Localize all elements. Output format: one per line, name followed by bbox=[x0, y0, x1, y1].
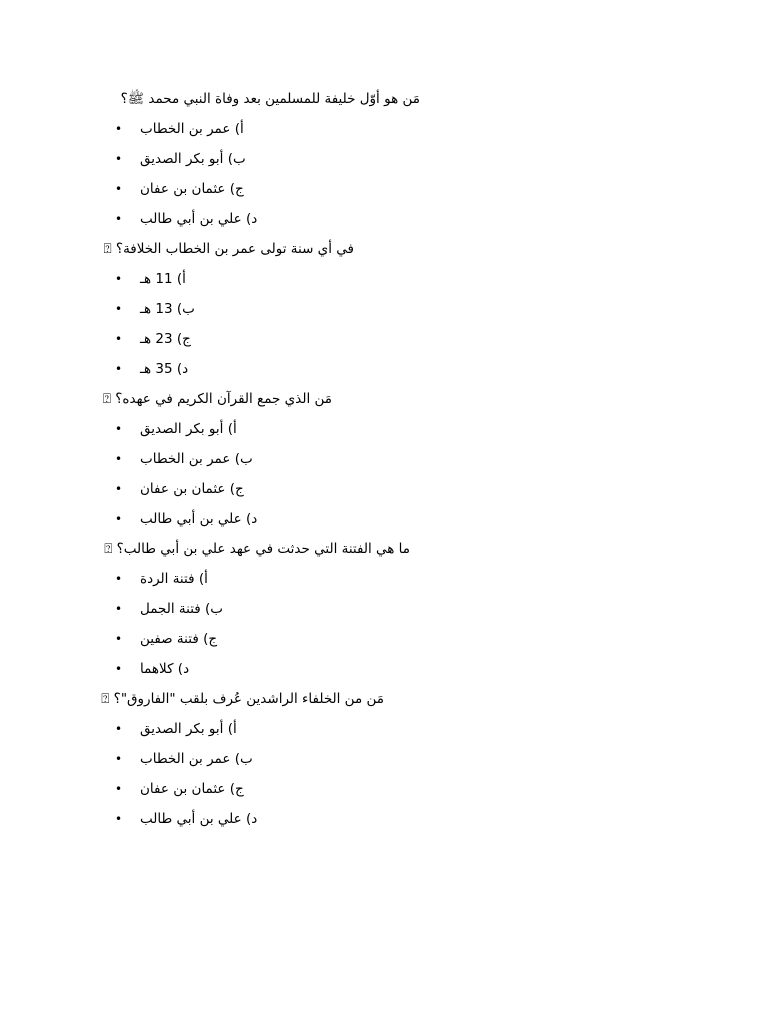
list-item bbox=[92, 204, 672, 234]
option-text: ج) عثمان بن عفان bbox=[140, 781, 244, 797]
bullet: • bbox=[115, 482, 123, 496]
question-5-options bbox=[92, 714, 672, 834]
list-item bbox=[92, 294, 672, 324]
bullet: • bbox=[115, 422, 123, 436]
bullet: • bbox=[115, 272, 123, 286]
question-5-text: مَن من الخلفاء الراشدين عُرف بلقب "الفاروق"؟ ⍰ bbox=[101, 691, 384, 707]
question-block-4 bbox=[92, 534, 672, 684]
bullet: • bbox=[115, 122, 123, 136]
bullet: • bbox=[115, 332, 123, 346]
list-item bbox=[92, 474, 672, 504]
bullet: • bbox=[115, 572, 123, 586]
question-block-3 bbox=[92, 384, 672, 534]
option-text: ج) عثمان بن عفان bbox=[140, 481, 244, 497]
option-text: د) علي بن أبي طالب bbox=[140, 211, 258, 227]
bullet: • bbox=[115, 782, 123, 796]
bullet: • bbox=[115, 812, 123, 826]
question-1 bbox=[92, 84, 672, 114]
question-3-text: مَن الذي جمع القرآن الكريم في عهده؟ ⍰ bbox=[102, 391, 332, 407]
option-text: أ) أبو بكر الصديق bbox=[140, 421, 237, 437]
quiz-list bbox=[92, 84, 672, 834]
option-text: أ) عمر بن الخطاب bbox=[140, 121, 244, 137]
question-3-options bbox=[92, 414, 672, 534]
option-text: ب) فتنة الجمل bbox=[140, 601, 224, 617]
option-text: د) علي بن أبي طالب bbox=[140, 811, 258, 827]
list-item bbox=[92, 414, 672, 444]
option-text: ب) عمر بن الخطاب bbox=[140, 751, 253, 767]
option-text: أ) أبو بكر الصديق bbox=[140, 721, 237, 737]
bullet: • bbox=[115, 722, 123, 736]
list-item bbox=[92, 774, 672, 804]
question-2 bbox=[92, 234, 672, 264]
option-text: ب) 13 هـ bbox=[140, 301, 195, 317]
question-1-text: مَن هو أوّل خليفة للمسلمين بعد وفاة النبي محمد ﷺ؟ bbox=[120, 91, 420, 107]
question-3 bbox=[92, 384, 672, 414]
question-4 bbox=[92, 534, 672, 564]
list-item bbox=[92, 714, 672, 744]
list-item bbox=[92, 504, 672, 534]
bullet: • bbox=[115, 662, 123, 676]
list-item bbox=[92, 744, 672, 774]
list-item bbox=[92, 354, 672, 384]
question-4-options bbox=[92, 564, 672, 684]
list-item bbox=[92, 564, 672, 594]
list-item bbox=[92, 114, 672, 144]
question-2-options bbox=[92, 264, 672, 384]
list-item bbox=[92, 594, 672, 624]
list-item bbox=[92, 324, 672, 354]
bullet: • bbox=[115, 182, 123, 196]
bullet: • bbox=[115, 632, 123, 646]
list-item bbox=[92, 444, 672, 474]
option-text: أ) فتنة الردة bbox=[140, 571, 208, 587]
bullet: • bbox=[115, 212, 123, 226]
option-text: ب) أبو بكر الصديق bbox=[140, 151, 246, 167]
question-1-options bbox=[92, 114, 672, 234]
bullet: • bbox=[115, 512, 123, 526]
bullet: • bbox=[115, 452, 123, 466]
list-item bbox=[92, 804, 672, 834]
question-block-2 bbox=[92, 234, 672, 384]
option-text: ب) عمر بن الخطاب bbox=[140, 451, 253, 467]
question-block-5 bbox=[92, 684, 672, 834]
option-text: د) كلاهما bbox=[140, 661, 190, 677]
question-block-1 bbox=[92, 84, 672, 234]
bullet: • bbox=[115, 152, 123, 166]
bullet: • bbox=[115, 362, 123, 376]
list-item bbox=[92, 144, 672, 174]
list-item bbox=[92, 654, 672, 684]
option-text: ج) عثمان بن عفان bbox=[140, 181, 244, 197]
bullet: • bbox=[115, 602, 123, 616]
option-text: أ) 11 هـ bbox=[140, 271, 186, 287]
bullet: • bbox=[115, 302, 123, 316]
list-item bbox=[92, 174, 672, 204]
question-4-text: ما هي الفتنة التي حدثت في عهد علي بن أبي طالب؟ ⍰ bbox=[104, 541, 410, 557]
option-text: د) علي بن أبي طالب bbox=[140, 511, 258, 527]
bullet: • bbox=[115, 752, 123, 766]
question-2-text: في أي سنة تولى عمر بن الخطاب الخلافة؟ ⍰ bbox=[103, 241, 354, 257]
list-item bbox=[92, 264, 672, 294]
option-text: د) 35 هـ bbox=[140, 361, 189, 377]
option-text: ج) 23 هـ bbox=[140, 331, 191, 347]
list-item bbox=[92, 624, 672, 654]
question-5 bbox=[92, 684, 672, 714]
option-text: ج) فتنة صفين bbox=[140, 631, 218, 647]
